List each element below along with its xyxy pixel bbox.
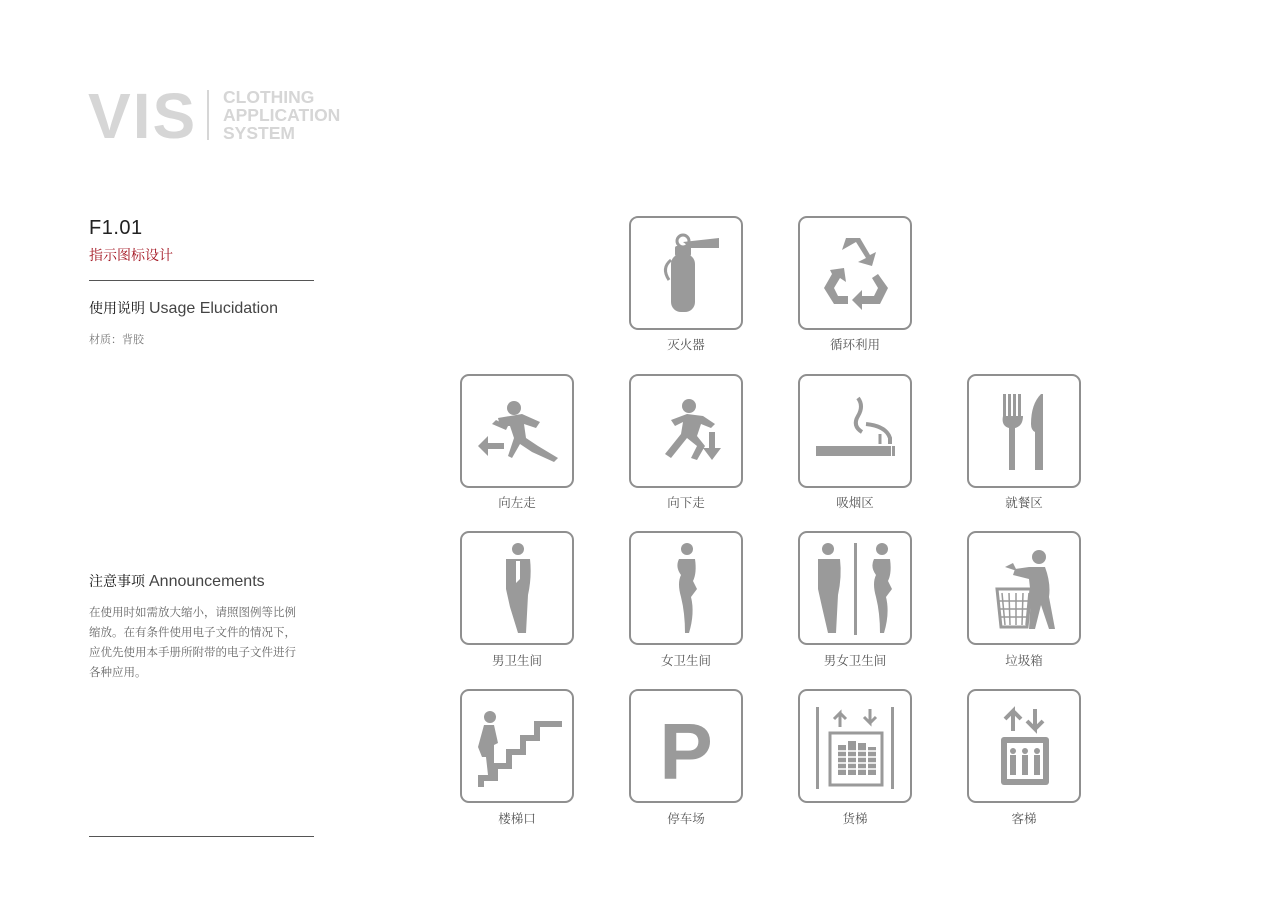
icon-label: 男卫生间 <box>491 653 542 668</box>
notice-heading-en: Announcements <box>149 573 265 590</box>
dining-area-tile <box>967 374 1081 488</box>
smoking-area-tile <box>798 374 912 488</box>
vis-logo: VIS <box>88 80 198 152</box>
mens-restroom-icon <box>462 533 572 643</box>
stairs-tile <box>460 689 574 803</box>
fire-extinguisher-tile <box>629 216 743 330</box>
notice-line: 各种应用。 <box>89 665 147 679</box>
passenger-elevator-tile <box>967 689 1081 803</box>
notice-heading-cn: 注意事项 <box>89 574 145 590</box>
mens-restroom-tile <box>460 531 574 645</box>
section-title: 指示图标设计 <box>89 248 173 264</box>
icon-label: 吸烟区 <box>836 495 874 510</box>
icon-label: 货梯 <box>842 811 868 826</box>
notice-line: 应优先使用本手册所附带的电子文件进行 <box>89 645 296 659</box>
notice-body <box>89 602 329 682</box>
smoking-area-icon <box>800 376 910 486</box>
passenger-elevator-icon <box>969 691 1079 801</box>
fire-extinguisher-icon <box>631 218 741 328</box>
icon-label: 垃圾箱 <box>1005 653 1043 668</box>
usage-heading-cn: 使用说明 <box>89 301 145 317</box>
icon-label: 循环利用 <box>829 337 880 352</box>
exit-left-tile <box>460 374 574 488</box>
logo-subtitle <box>223 88 340 142</box>
freight-elevator-tile <box>798 689 912 803</box>
trash-bin-tile <box>967 531 1081 645</box>
womens-restroom-tile <box>629 531 743 645</box>
divider <box>89 280 314 281</box>
divider <box>89 836 314 837</box>
icon-label: 女卫生间 <box>660 653 711 668</box>
recycle-tile <box>798 216 912 330</box>
stairs-icon <box>462 691 572 801</box>
unisex-restroom-tile <box>798 531 912 645</box>
icon-label: 停车场 <box>667 811 705 826</box>
logo-subtitle-line: APPLICATION <box>223 105 341 125</box>
section-code: F1.01 <box>89 217 143 239</box>
unisex-restroom-icon <box>800 533 910 643</box>
exit-left-icon <box>462 376 572 486</box>
dining-area-icon <box>969 376 1079 486</box>
usage-heading <box>89 298 278 318</box>
logo-subtitle-line: CLOTHING <box>223 87 315 107</box>
exit-down-icon <box>631 376 741 486</box>
notice-line: 在使用时如需放大缩小，请照图例等比例 <box>89 605 296 619</box>
exit-down-tile <box>629 374 743 488</box>
usage-heading-en: Usage Elucidation <box>149 300 278 317</box>
womens-restroom-icon <box>631 533 741 643</box>
svg-text:P: P <box>659 707 713 796</box>
parking-tile <box>629 689 743 803</box>
trash-bin-icon <box>969 533 1079 643</box>
logo-subtitle-line: SYSTEM <box>223 123 295 143</box>
notice-heading <box>89 571 265 591</box>
material-note: 材质：背胶 <box>89 333 144 346</box>
icon-label: 向左走 <box>498 495 536 510</box>
icon-label: 客梯 <box>1011 811 1037 826</box>
icon-label: 灭火器 <box>667 337 705 352</box>
icon-label: 男女卫生间 <box>823 653 887 668</box>
freight-elevator-icon <box>800 691 910 801</box>
icon-label: 就餐区 <box>1005 495 1043 510</box>
recycle-icon <box>800 218 910 328</box>
icon-label: 楼梯口 <box>498 811 536 826</box>
logo-divider <box>207 90 209 140</box>
notice-line: 缩放。在有条件使用电子文件的情况下， <box>89 625 296 639</box>
parking-icon <box>631 691 741 801</box>
icon-label: 向下走 <box>667 495 705 510</box>
